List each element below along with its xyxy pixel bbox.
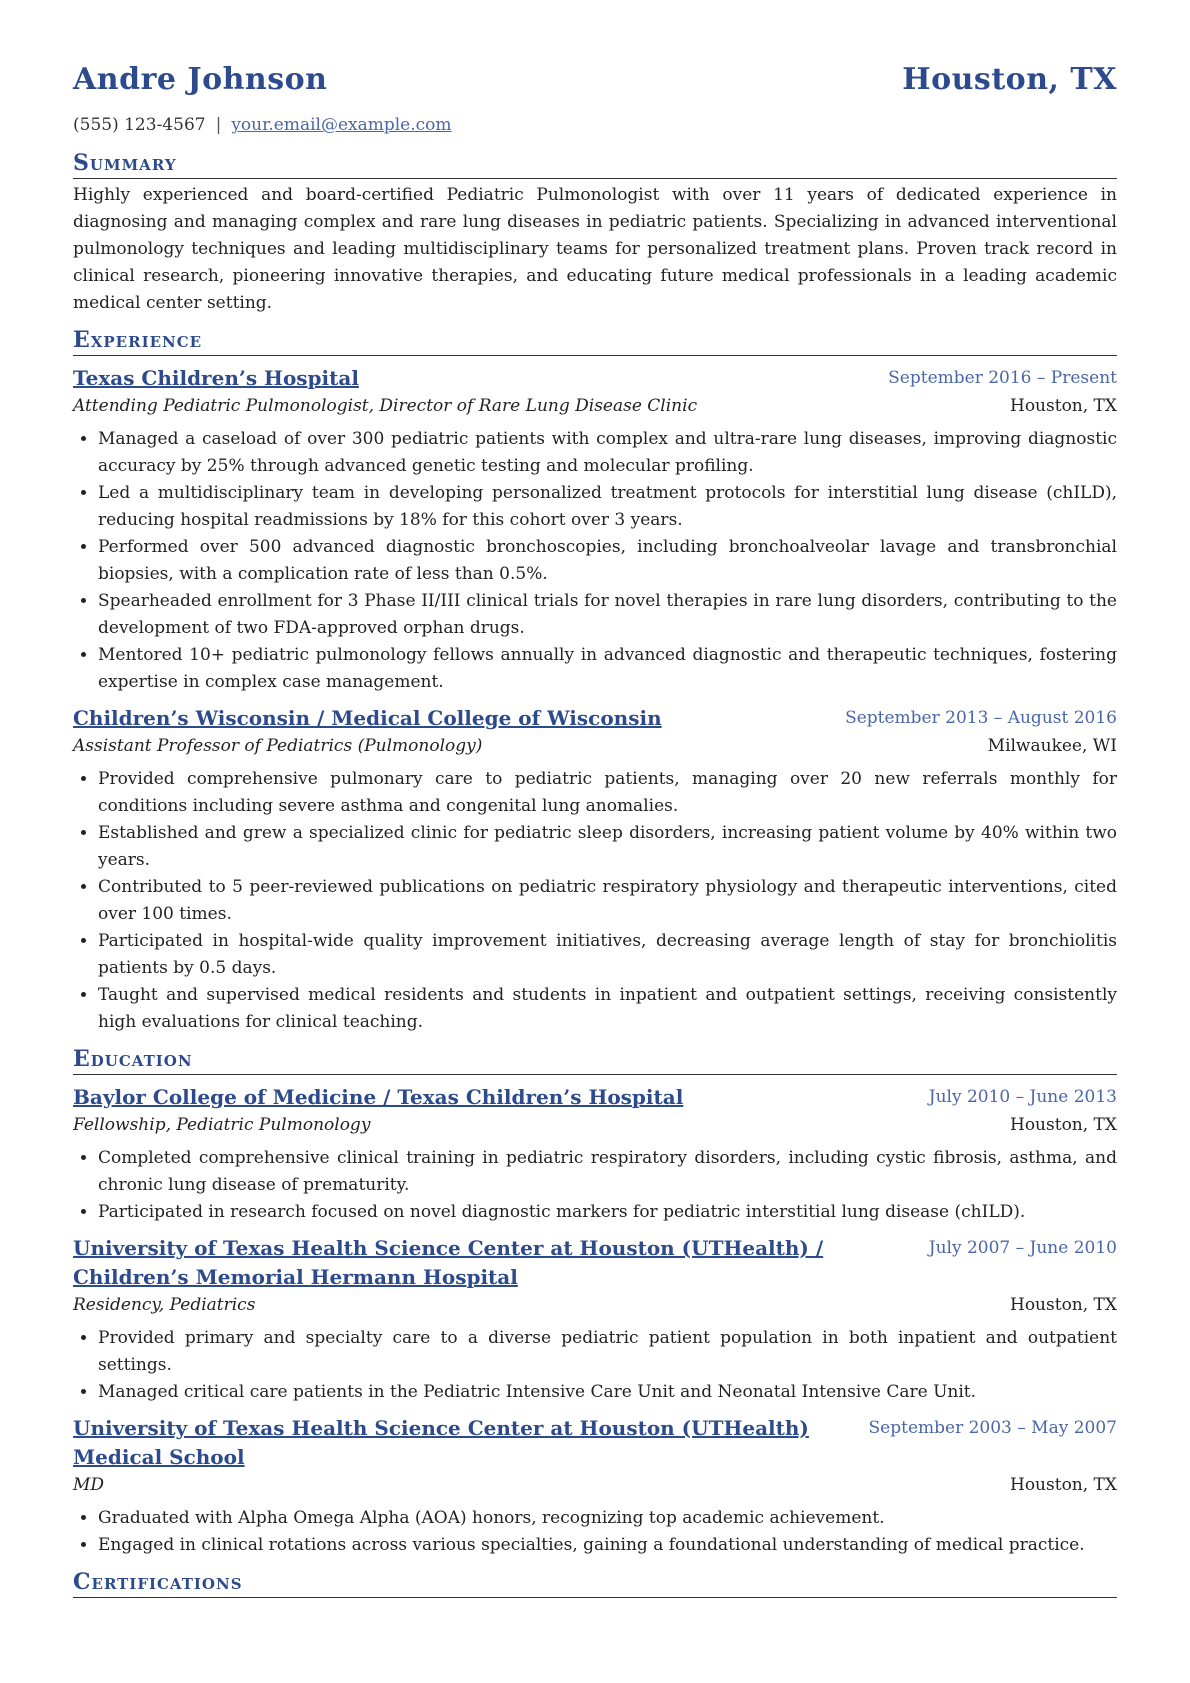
entry-role: Attending Pediatric Pulmonologist, Director of Rare Lung Disease Clinic bbox=[73, 396, 698, 416]
entry-role: Fellowship, Pediatric Pulmonology bbox=[73, 1115, 371, 1135]
candidate-location: Houston, TX bbox=[902, 62, 1117, 97]
resume-header bbox=[73, 62, 1117, 110]
experience-list bbox=[73, 364, 1117, 1036]
bullet-item: • Provided comprehensive pulmonary care to pediatric patients, managing over 20 new referrals monthly for conditions including severe asthma and congenital lung anomalies. bbox=[98, 766, 1117, 820]
entry-bullets bbox=[73, 426, 1117, 696]
entry-dates: September 2016 – Present bbox=[888, 368, 1117, 388]
organization-link[interactable]: Texas Children’s Hospital bbox=[73, 366, 359, 390]
entry-bullets bbox=[73, 766, 1117, 1036]
entry-bullets bbox=[73, 1505, 1117, 1559]
entry-header bbox=[73, 1234, 1117, 1292]
bullet-item: • Led a multidisciplinary team in developing personalized treatment protocols for interstitial lung disease (chILD), reducing hospital readmissions by 18% for this cohort over 3 years. bbox=[98, 480, 1117, 534]
entry-bullets bbox=[73, 1325, 1117, 1406]
bullet-item: • Participated in hospital-wide quality improvement initiatives, decreasing average length of stay for bronchiolitis patients by 0.5 days. bbox=[98, 928, 1117, 982]
education-entry bbox=[73, 1083, 1117, 1226]
bullet-item: • Performed over 500 advanced diagnostic bronchoscopies, including bronchoalveolar lavage and transbronchial biopsies, with a complication rate of less than 0.5%. bbox=[98, 534, 1117, 588]
section-title-certifications: Certifications bbox=[73, 1569, 1117, 1598]
entry-dates: September 2013 – August 2016 bbox=[845, 708, 1117, 728]
bullet-item: • Taught and supervised medical residents and students in inpatient and outpatient settings, receiving consistently high evaluations for clinical teaching. bbox=[98, 982, 1117, 1036]
entry-bullets bbox=[73, 1145, 1117, 1226]
experience-entry bbox=[73, 364, 1117, 696]
entry-subheader bbox=[73, 1292, 1117, 1319]
entry-header bbox=[73, 1083, 1117, 1112]
organization-link[interactable]: University of Texas Health Science Center at Houston (UTHealth) Medical School bbox=[73, 1416, 809, 1469]
entry-location: Houston, TX bbox=[1010, 396, 1117, 416]
section-title-summary: Summary bbox=[73, 150, 1117, 179]
entry-location: Houston, TX bbox=[1010, 1475, 1117, 1495]
bullet-item: • Participated in research focused on novel diagnostic markers for pediatric interstitial lung disease (chILD). bbox=[98, 1199, 1117, 1226]
bullet-item: • Completed comprehensive clinical training in pediatric respiratory disorders, including cystic fibrosis, asthma, and chronic lung disease of prematurity. bbox=[98, 1145, 1117, 1199]
bullet-item: • Established and grew a specialized clinic for pediatric sleep disorders, increasing patient volume by 40% within two years. bbox=[98, 820, 1117, 874]
education-entry bbox=[73, 1414, 1117, 1559]
organization-link[interactable]: Baylor College of Medicine / Texas Children’s Hospital bbox=[73, 1085, 684, 1109]
entry-location: Houston, TX bbox=[1010, 1115, 1117, 1135]
contact-line bbox=[73, 110, 1117, 140]
entry-subheader bbox=[73, 1112, 1117, 1139]
education-list bbox=[73, 1083, 1117, 1559]
organization-link[interactable]: Children’s Wisconsin / Medical College of Wisconsin bbox=[73, 706, 662, 730]
bullet-item: • Provided primary and specialty care to a diverse pediatric patient population in both inpatient and outpatient settings. bbox=[98, 1325, 1117, 1379]
entry-dates: September 2003 – May 2007 bbox=[868, 1418, 1117, 1438]
entry-location: Houston, TX bbox=[1010, 1295, 1117, 1315]
entry-header bbox=[73, 1414, 1117, 1472]
summary-text: Highly experienced and board-certified Pediatric Pulmonologist with over 11 years of dedicated experience in diagnosing and managing complex and rare lung diseases in pediatric patients. Specializing in advanced interventional pulmonology techniques and leading multidisciplinary teams for personalized treatment plans. Proven track record in clinical research, pioneering innovative therapies, and educating future medical professionals in a leading academic medical center setting. bbox=[73, 185, 1117, 313]
entry-dates: July 2010 – June 2013 bbox=[928, 1087, 1117, 1107]
experience-entry bbox=[73, 704, 1117, 1036]
bullet-item: • Spearheaded enrollment for 3 Phase II/III clinical trials for novel therapies in rare lung disorders, contributing to the development of two FDA-approved orphan drugs. bbox=[98, 588, 1117, 642]
email-link[interactable]: your.email@example.com bbox=[231, 115, 452, 135]
entry-header bbox=[73, 704, 1117, 733]
entry-header bbox=[73, 364, 1117, 393]
entry-dates: July 2007 – June 2010 bbox=[928, 1238, 1117, 1258]
section-title-education: Education bbox=[73, 1046, 1117, 1075]
entry-subheader bbox=[73, 1472, 1117, 1499]
entry-role: Residency, Pediatrics bbox=[73, 1295, 256, 1315]
candidate-name: Andre Johnson bbox=[73, 62, 328, 97]
entry-role: MD bbox=[73, 1475, 105, 1495]
education-entry bbox=[73, 1234, 1117, 1406]
entry-role: Assistant Professor of Pediatrics (Pulmonology) bbox=[73, 736, 483, 756]
phone-number: (555) 123-4567 bbox=[73, 115, 206, 135]
organization-link[interactable]: University of Texas Health Science Center at Houston (UTHealth) / Children’s Memorial Hermann Hospital bbox=[73, 1236, 824, 1289]
entry-subheader bbox=[73, 393, 1117, 420]
bullet-item: • Mentored 10+ pediatric pulmonology fellows annually in advanced diagnostic and therapeutic techniques, fostering expertise in complex case management. bbox=[98, 642, 1117, 696]
bullet-item: • Managed a caseload of over 300 pediatric patients with complex and ultra-rare lung diseases, improving diagnostic accuracy by 25% through advanced genetic testing and molecular profiling. bbox=[98, 426, 1117, 480]
entry-subheader bbox=[73, 733, 1117, 760]
bullet-item: • Graduated with Alpha Omega Alpha (AOA) honors, recognizing top academic achievement. bbox=[98, 1505, 1117, 1532]
section-title-experience: Experience bbox=[73, 327, 1117, 356]
bullet-item: • Contributed to 5 peer-reviewed publications on pediatric respiratory physiology and therapeutic interventions, cited over 100 times. bbox=[98, 874, 1117, 928]
contact-separator: | bbox=[215, 115, 222, 135]
bullet-item: • Managed critical care patients in the Pediatric Intensive Care Unit and Neonatal Intensive Care Unit. bbox=[98, 1379, 1117, 1406]
bullet-item: • Engaged in clinical rotations across various specialties, gaining a foundational understanding of medical practice. bbox=[98, 1532, 1117, 1559]
entry-location: Milwaukee, WI bbox=[987, 736, 1117, 756]
